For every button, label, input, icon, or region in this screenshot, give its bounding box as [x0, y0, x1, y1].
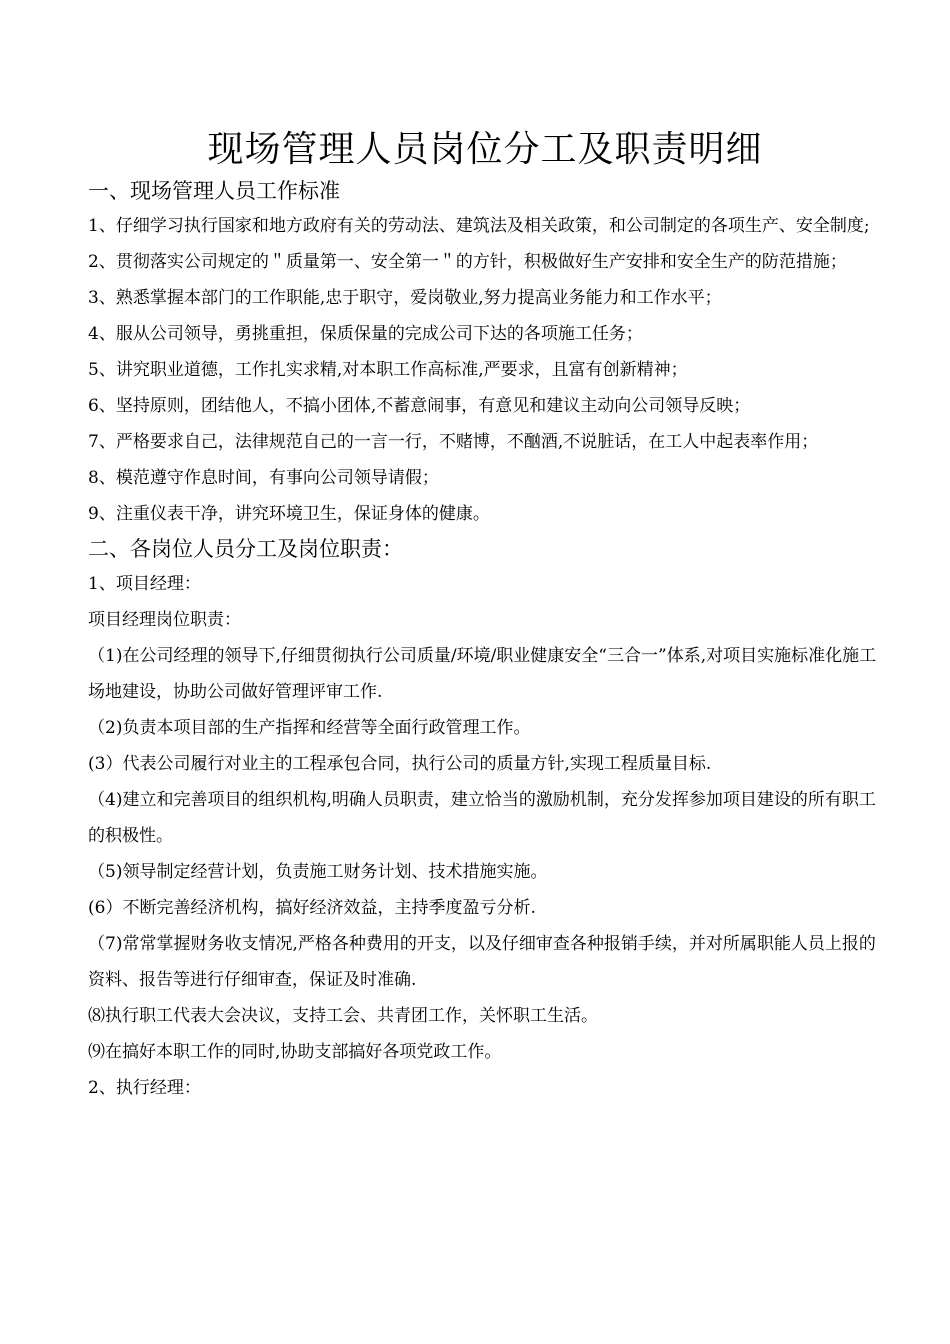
- paragraph: 1、项目经理：: [88, 574, 201, 594]
- paragraph: 3、熟悉掌握本部门的工作职能,忠于职守，爱岗敬业,努力提高业务能力和工作水平；: [88, 288, 722, 308]
- paragraph: 1、仔细学习执行国家和地方政府有关的劳动法、建筑法及相关政策，和公司制定的各项生产、安全制度;: [88, 216, 870, 236]
- paragraph: （1)在公司经理的领导下,仔细贯彻执行公司质量/环境/职业健康安全“三合一”体系,对项目实施标准化施工场地建设，协助公司做好管理评审工作.: [88, 646, 877, 702]
- paragraph: （4)建立和完善项目的组织机构,明确人员职责，建立恰当的激励机制，充分发挥参加项目建设的所有职工的积极性。: [88, 790, 876, 846]
- paragraph: ⑻执行职工代表大会决议，支持工会、共青团工作，关怀职工生活。: [88, 1006, 598, 1026]
- paragraph: 5、讲究职业道德，工作扎实求精,对本职工作高标准,严要求，且富有创新精神；: [88, 360, 688, 380]
- section-standards-body: [88, 208, 890, 532]
- paragraph: (6）不断完善经济机构，搞好经济效益，主持季度盈亏分析.: [88, 898, 536, 918]
- paragraph: 8、模范遵守作息时间，有事向公司领导请假；: [88, 468, 439, 488]
- paragraph: (3）代表公司履行对业主的工程承包合同，执行公司的质量方针,实现工程质量目标.: [88, 754, 712, 774]
- section-heading-duties: 二、各岗位人员分工及岗位职责：: [88, 537, 403, 561]
- paragraph: 9、注重仪表干净，讲究环境卫生，保证身体的健康。: [88, 504, 490, 524]
- paragraph: 4、服从公司领导，勇挑重担，保质保量的完成公司下达的各项施工任务；: [88, 324, 643, 344]
- paragraph: （2)负责本项目部的生产指挥和经营等全面行政管理工作。: [88, 718, 531, 738]
- paragraph: 7、严格要求自己，法律规范自己的一言一行，不赌博，不酗酒,不说脏话，在工人中起表率作用；: [88, 432, 819, 452]
- paragraph: ⑼在搞好本职工作的同时,协助支部搞好各项党政工作。: [88, 1042, 502, 1062]
- paragraph: 项目经理岗位职责：: [88, 610, 241, 630]
- section-duties: [88, 532, 890, 1106]
- paragraph: 2、贯彻落实公司规定的＂质量第一、安全第一＂的方针，积极做好生产安排和安全生产的防范措施；: [88, 252, 847, 272]
- section-heading-standards: 一、现场管理人员工作标准: [88, 179, 340, 203]
- paragraph: （7)常常掌握财务收支情况,严格各种费用的开支，以及仔细审查各种报销手续，并对所属职能人员上报的资料、报告等进行仔细审查，保证及时准确.: [88, 934, 876, 990]
- paragraph: （5)领导制定经营计划，负责施工财务计划、技术措施实施。: [88, 862, 548, 882]
- paragraph: 2、执行经理：: [88, 1078, 201, 1098]
- document-title: 现场管理人员岗位分工及职责明细: [207, 129, 763, 170]
- paragraph: 6、坚持原则，团结他人，不搞小团体,不蓄意闹事，有意见和建议主动向公司领导反映；: [88, 396, 751, 416]
